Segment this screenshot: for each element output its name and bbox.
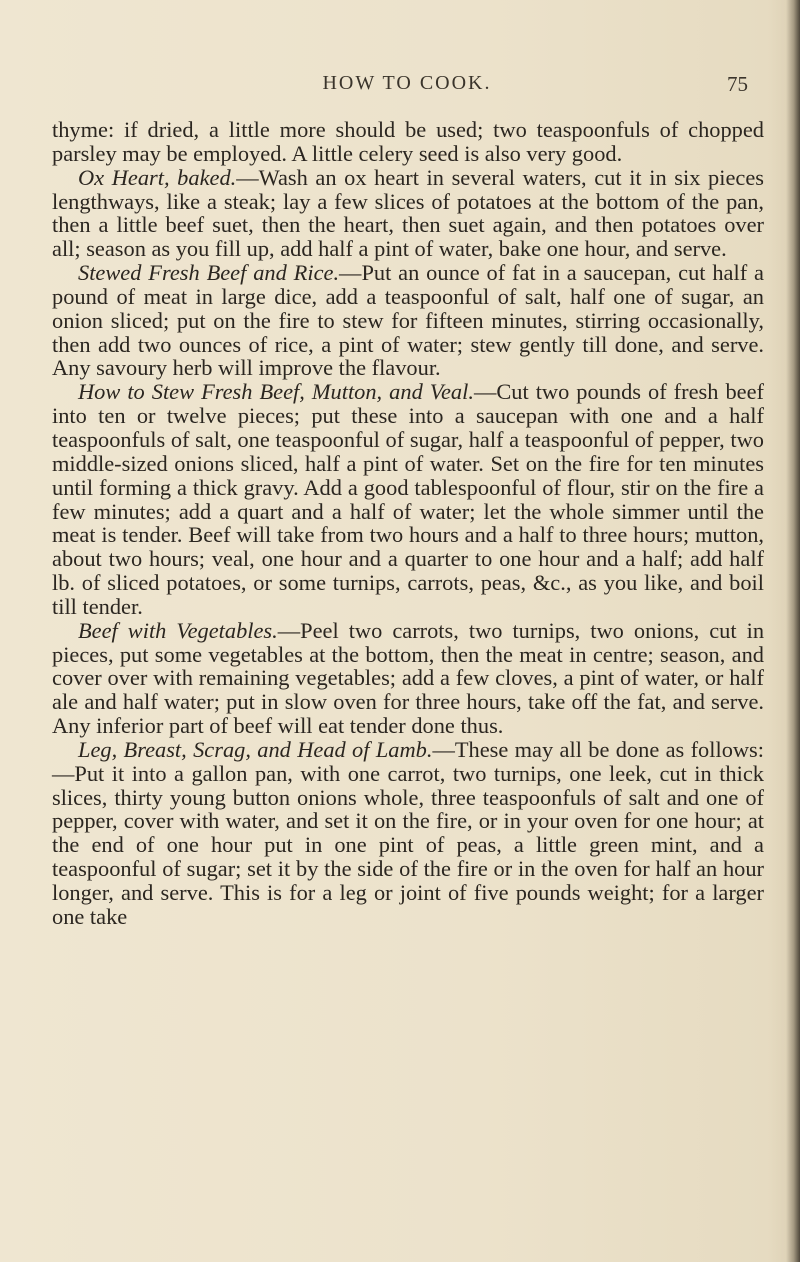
paragraph-beef-vegetables bbox=[52, 619, 764, 738]
paragraph-text: —Cut two pounds of fresh beef into ten or twelve pieces; put these into a saucepan with one and a half teaspoonfuls of salt, one teaspoonful of sugar, half a teaspoonful of pepper, two middle-sized onions sliced, half a pint of water. Set on the fire for ten minutes until forming a thick gravy. Add a good tablespoonful of flour, stir on the fire a few minutes; add a quart and a half of water; let the whole simmer until the meat is tender. Beef will take from two hours and a half to three hours; mutton, about two hours; veal, one hour and a quarter to one hour and a half; add half lb. of sliced potatoes, or some turnips, carrots, peas, &c., as you like, and boil till tender. bbox=[52, 379, 764, 619]
recipe-heading: Stewed Fresh Beef and Rice. bbox=[78, 260, 340, 286]
recipe-heading: Ox Heart, baked. bbox=[78, 164, 237, 190]
paragraph-text: —Peel two carrots, two turnips, two onions, cut in pieces, put some vegetables at the bottom, then the meat in centre; season, and cover over with remaining vegetables; add a few cloves, a pint of water, or half ale and half water; put in slow oven for three hours, take off the fat, and serve. Any inferior part of beef will eat tender done thus. bbox=[52, 617, 765, 739]
recipe-heading: How to Stew Fresh Beef, Mutton, and Veal. bbox=[78, 379, 474, 405]
running-title: HOW TO COOK. bbox=[322, 72, 492, 94]
recipe-heading: Leg, Breast, Scrag, and Head of Lamb. bbox=[78, 736, 433, 762]
paragraph-text: —These may all be done as follows:—Put it into a gallon pan, with one carrot, two turnips, one leek, cut in thick slices, thirty young button onions whole, three teaspoonfuls of salt and one of pepper, cover with water, and set it on the fire, or in your oven for one hour; at the end of one hour put in one pint of peas, a little green mint, and a teaspoonful of sugar; set it by the side of the fire or in the oven for half an hour longer, and serve. This is for a leg or joint of five pounds weight; for a larger one take bbox=[52, 736, 764, 929]
page-number: 75 bbox=[727, 72, 748, 96]
paragraph-text: thyme: if dried, a little more should be used; two teaspoonfuls of chopped parsley may be employed. A little celery seed is also very good. bbox=[52, 117, 764, 166]
paragraph-continuation bbox=[52, 118, 764, 166]
page-edge-shadow bbox=[786, 0, 800, 1262]
paragraph-lamb bbox=[52, 738, 764, 929]
paragraph-ox-heart bbox=[52, 166, 764, 261]
paragraph-stewed-beef-rice bbox=[52, 261, 764, 380]
recipe-heading: Beef with Vegetables. bbox=[78, 617, 278, 643]
paragraph-text: —Put an ounce of fat in a saucepan, cut half a pound of meat in large dice, add a teaspoonful of salt, half one of sugar, an onion sliced; put on the fire to stew for fifteen minutes, stirring occasionally, then add two ounces of rice, a pint of water; stew gently till done, and serve. Any savoury herb will improve the flavour. bbox=[52, 260, 764, 381]
paragraph-text: —Wash an ox heart in several waters, cut it in six pieces lengthways, like a steak; lay a few slices of potatoes at the bottom of the pan, then a little beef suet, then the heart, then suet again, and then potatoes over all; season as you fill up, add half a pint of water, bake one hour, and serve. bbox=[52, 164, 764, 262]
page-header bbox=[52, 72, 762, 102]
paragraph-stew-beef-mutton-veal bbox=[52, 380, 764, 618]
body-text bbox=[52, 118, 764, 929]
